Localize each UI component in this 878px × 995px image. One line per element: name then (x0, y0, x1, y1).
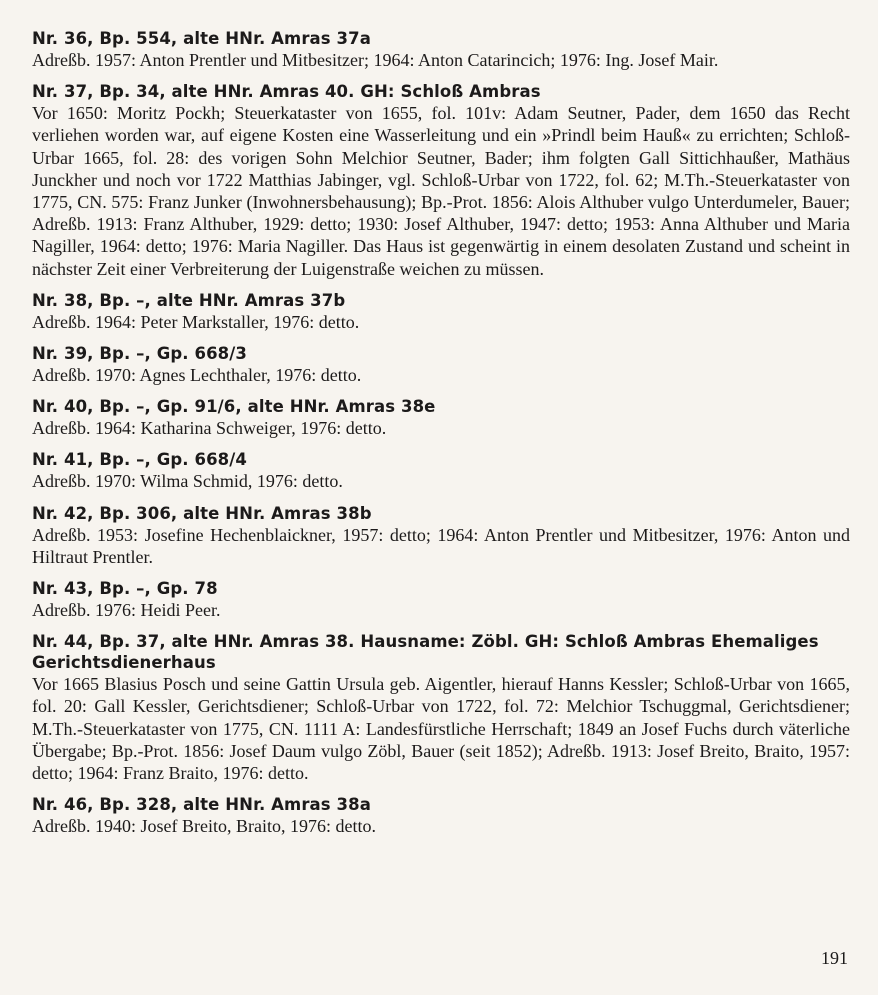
entry-body: Adreßb. 1970: Wilma Schmid, 1976: detto. (32, 471, 343, 492)
entry-body: Vor 1650: Moritz Pockh; Steuerkataster von 1655, fol. 101v: Adam Seutner, Pader, dem 1650 das Recht verliehen worden war, auf eigene Kosten eine Wasserleitung und ein »Prindl beim Hauß« zu errichten; Schloß-Urbar 1665, fol. 28: des vorigen Sohn Melchior Seutner, Bader; ihm folgten Gall Sittichhaußer, Mathäus Junckher und noch vor 1722 Matthias Jabinger, vgl. Schloß-Urbar von 1722, fol. 62; M.Th.-Steuerkataster von 1775, CN. 575: Franz Junker (Inwohnersbehausung); Bp.-Prot. 1856: Alois Althuber vulgo Unterdumeler, Bauer; Adreßb. 1913: Franz Althuber, 1929: detto; 1930: Josef Althuber, 1947: detto; 1953: Anna Althuber und Maria Nagiller, 1964: detto; 1976: Maria Nagiller. Das Haus ist gegenwärtig in einem desolaten Zustand und scheint in nächster Zeit einer Verbreiterung der Luigenstraße weichen zu müssen. (32, 103, 850, 279)
entry-body: Adreßb. 1953: Josefine Hechenblaickner, 1957: detto; 1964: Anton Prentler und Mitbesitzer, 1976: Anton und Hiltraut Prentler. (32, 524, 850, 567)
entry-body: Adreßb. 1940: Josef Breito, Braito, 1976: detto. (32, 816, 376, 837)
entry-nr-39 (32, 343, 850, 386)
entry-body: Adreßb. 1976: Heidi Peer. (32, 600, 221, 621)
entry-heading: Nr. 41, Bp. –, Gp. 668/4 (32, 450, 247, 470)
entry-heading: Nr. 38, Bp. –, alte HNr. Amras 37b (32, 290, 346, 310)
entry-body: Vor 1665 Blasius Posch und seine Gattin Ursula geb. Aigentler, hierauf Hanns Kessler; Schloß-Urbar von 1665, fol. 20: Gall Kessler, Gerichtsdiener; Schloß-Urbar von 1722, fol. 72: Melchior Tschuggmal, Gerichtsdiener; M.Th.-Steuerkataster von 1775, CN. 1111 A: Landesfürstliche Herrschaft; 1849 an Josef Fuchs durch väterliche Übergabe; Bp.-Prot. 1856: Josef Daum vulgo Zöbl, Bauer (seit 1852); Adreßb. 1913: Josef Breito, Braito, 1957: detto; 1964: Franz Braito, 1976: detto. (32, 674, 850, 784)
entry-heading: Nr. 39, Bp. –, Gp. 668/3 (32, 344, 247, 364)
entry-heading: Nr. 40, Bp. –, Gp. 91/6, alte HNr. Amras 38e (32, 397, 436, 417)
document-page (32, 28, 850, 847)
entry-nr-36 (32, 28, 850, 71)
entry-nr-43 (32, 578, 850, 621)
entry-heading: Nr. 43, Bp. –, Gp. 78 (32, 579, 218, 599)
entry-heading: Nr. 37, Bp. 34, alte HNr. Amras 40. GH: Schloß Ambras (32, 82, 541, 102)
entry-heading: Nr. 46, Bp. 328, alte HNr. Amras 38a (32, 795, 371, 815)
entry-nr-44 (32, 631, 850, 784)
entry-body: Adreßb. 1970: Agnes Lechthaler, 1976: detto. (32, 365, 362, 386)
entry-body: Adreßb. 1964: Peter Markstaller, 1976: detto. (32, 311, 360, 332)
entry-body: Adreßb. 1964: Katharina Schweiger, 1976: detto. (32, 418, 387, 439)
entry-heading: Nr. 36, Bp. 554, alte HNr. Amras 37a (32, 29, 371, 48)
entry-heading: Nr. 42, Bp. 306, alte HNr. Amras 38b (32, 503, 372, 523)
entry-nr-40 (32, 396, 850, 439)
entry-heading: Nr. 44, Bp. 37, alte HNr. Amras 38. Hausname: Zöbl. GH: Schloß Ambras Ehemaliges Gerichtsdienerhaus (32, 632, 819, 673)
entry-nr-46 (32, 794, 850, 837)
entry-nr-42 (32, 503, 850, 568)
entry-nr-38 (32, 290, 850, 333)
entry-nr-37 (32, 81, 850, 280)
entry-body: Adreßb. 1957: Anton Prentler und Mitbesitzer; 1964: Anton Catarincich; 1976: Ing. Josef Mair. (32, 50, 719, 70)
page-number: 191 (821, 948, 848, 968)
entry-nr-41 (32, 449, 850, 492)
